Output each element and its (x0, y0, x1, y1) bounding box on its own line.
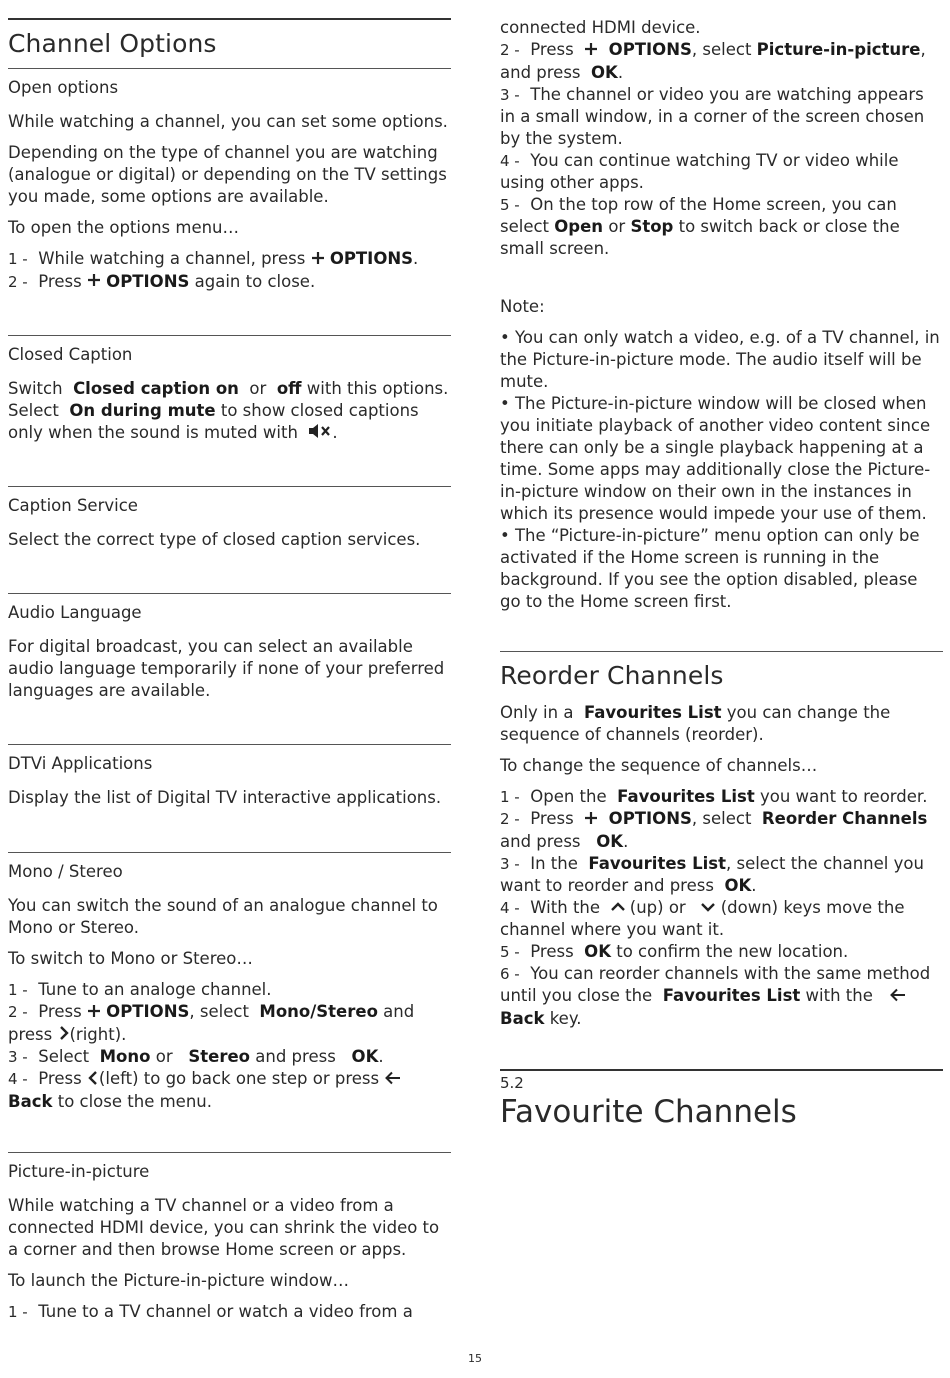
text: Select (8, 401, 59, 420)
chevron-right-icon (58, 1024, 70, 1046)
step-2 (500, 39, 943, 84)
step-number: 6 - (500, 965, 520, 983)
plus-icon (87, 271, 101, 293)
key-favourites-list: Favourites List (617, 787, 755, 806)
key-ok: OK (591, 62, 618, 82)
step-number: 1 - (8, 1303, 28, 1321)
step-number: 5 - (500, 943, 520, 961)
step-number: 4 - (8, 1070, 28, 1088)
subsection-heading: Caption Service (8, 496, 138, 515)
step-text: , and press (500, 40, 926, 82)
back-arrow-icon (889, 986, 907, 1008)
step-text: , select (189, 1002, 249, 1021)
punct: . (751, 875, 757, 895)
key-closed-caption-on: Closed caption on (73, 379, 239, 398)
step-text: , select (691, 40, 752, 59)
subsection-heading: DTVi Applications (8, 754, 153, 773)
key-mono-stereo: Mono/Stereo (259, 1002, 378, 1021)
key-ok: OK (724, 875, 752, 895)
paragraph: While watching a TV channel or a video from a connected HDMI device, you can shrink the video to a corner and then browse Home screen or apps. (8, 1196, 440, 1259)
step-3 (500, 853, 943, 897)
section-title: Channel Options (8, 29, 217, 58)
step-3 (8, 1046, 451, 1068)
step-text: (up) or (629, 897, 686, 917)
paragraph: Select the correct type of closed caption services. (8, 530, 421, 549)
step-text: and press (8, 1002, 415, 1044)
dtvi-section (8, 744, 451, 809)
favourite-channels-section (500, 1069, 943, 1130)
step-text: you want to reorder. (759, 787, 928, 806)
step-text: Press (38, 1069, 82, 1088)
step-number: 4 - (500, 898, 520, 917)
closed-caption-section (8, 335, 451, 445)
subsection-heading: Mono / Stereo (8, 862, 123, 881)
text: you can change the sequence of channels (reorder). (500, 703, 891, 744)
step-number: 1 - (500, 788, 520, 806)
key-off: off (276, 379, 302, 398)
chevron-down-icon (701, 897, 715, 919)
paragraph: While watching a channel, you can set some options. (8, 112, 448, 131)
note-item: • The Picture-in-picture window will be closed when you initiate playback of another video content since there can only be a single playback happening at a time. Some apps may additionally close the Picture-in-picture window on their own in the instances in which its presence would impede your use of them. (500, 394, 931, 523)
subsection-heading: Closed Caption (8, 345, 133, 364)
step-text: to switch back or close the small screen. (500, 216, 900, 258)
step-text: Press (530, 942, 574, 961)
step-2 (8, 271, 451, 294)
punct: . (332, 423, 338, 442)
key-reorder-channels: Reorder Channels (761, 809, 928, 828)
paragraph: To change the sequence of channels… (500, 756, 818, 775)
pip-section (8, 1152, 451, 1323)
key-open: Open (554, 216, 604, 236)
step-1 (8, 1301, 451, 1323)
step-text: Select (38, 1047, 90, 1066)
chevron-up-icon (611, 897, 625, 919)
key-options: OPTIONS (608, 40, 692, 59)
step-number: 1 - (8, 250, 28, 268)
plus-icon (311, 249, 325, 271)
step-1 (500, 786, 943, 808)
punct: . (413, 249, 419, 268)
step-text: You can reorder channels with the same method until you close the (500, 964, 931, 1005)
key-stop: Stop (630, 216, 674, 236)
chapter-title: Favourite Channels (500, 1094, 797, 1130)
step-text: You can continue watching TV or video while using other apps. (500, 150, 899, 192)
text: with this options. (306, 379, 449, 398)
pip-continued (500, 17, 943, 260)
step-number: 1 - (8, 981, 28, 999)
step-text: While watching a channel, press (38, 249, 306, 268)
paragraph: To launch the Picture-in-picture window… (8, 1271, 349, 1290)
text: Switch (8, 379, 63, 398)
key-stereo: Stereo (188, 1047, 251, 1066)
key-ok: OK (351, 1047, 379, 1066)
paragraph: You can switch the sound of an analogue channel to Mono or Stereo. (8, 896, 438, 937)
open-options-section (8, 68, 451, 293)
step-text: In the (530, 853, 578, 873)
step-number: 3 - (500, 85, 520, 104)
step-text: Press (530, 809, 574, 828)
paragraph (8, 378, 451, 445)
chevron-left-icon (87, 1069, 99, 1091)
note-heading (500, 296, 943, 318)
step-text: to confirm the new location. (616, 942, 849, 961)
mute-icon (308, 423, 332, 445)
key-favourites-list: Favourites List (583, 703, 722, 722)
step-number: 5 - (500, 195, 520, 214)
step-text: Tune to a TV channel or watch a video from a (38, 1302, 413, 1321)
key-ok: OK (596, 831, 624, 851)
step-1 (8, 248, 451, 271)
step-text: or (608, 216, 626, 236)
step-4 (8, 1068, 451, 1113)
step-text: The channel or video you are watching appears in a small window, in a corner of the screen chosen by the system. (500, 84, 925, 148)
step-text: (left) to go back one step or press (98, 1069, 380, 1088)
subsection-heading: Open options (8, 78, 119, 97)
step-text: and press (500, 831, 581, 851)
step-3 (500, 84, 943, 150)
section-number: 5.2 (500, 1074, 524, 1092)
paragraph: Display the list of Digital TV interactive applications. (8, 788, 442, 807)
key-ok: OK (584, 942, 611, 961)
subsection-heading: Picture-in-picture (8, 1162, 150, 1181)
paragraph: To open the options menu… (8, 218, 240, 237)
paragraph: For digital broadcast, you can select an available audio language temporarily if none of your preferred languages are available. (8, 637, 445, 700)
key-mono: Mono (99, 1047, 151, 1066)
step-1 (8, 979, 451, 1001)
note-item: • The “Picture-in-picture” menu option can only be activated if the Home screen is running in the background. If you see the option disabled, please go to the Home screen first. (500, 526, 920, 611)
step-1-continued: connected HDMI device. (500, 18, 701, 37)
step-text: , select (691, 809, 752, 828)
key-on-during-mute: On during mute (69, 401, 216, 420)
text: or (249, 379, 267, 398)
caption-service-section (8, 486, 451, 551)
step-text: Tune to an analoge channel. (38, 980, 272, 999)
mono-stereo-section (8, 852, 451, 1113)
key-options: OPTIONS (106, 271, 190, 291)
note-item: • You can only watch a video, e.g. of a TV channel, in the Picture-in-picture mode. The audio itself will be mute. (500, 328, 940, 391)
key-picture-in-picture: Picture-in-picture (756, 40, 921, 59)
step-2 (500, 808, 943, 853)
key-favourites-list: Favourites List (662, 986, 801, 1005)
audio-language-section (8, 593, 451, 702)
step-text: Press (38, 271, 82, 291)
note-block (500, 296, 943, 613)
key-options: OPTIONS (329, 249, 414, 268)
step-text: with the (805, 986, 873, 1005)
step-4 (500, 150, 943, 194)
text: Only in a (500, 703, 574, 722)
step-number: 2 - (500, 810, 520, 828)
section-title: Reorder Channels (500, 661, 724, 690)
punct: : (539, 297, 545, 316)
step-5 (500, 941, 943, 963)
step-number: 2 - (500, 41, 520, 59)
step-text: to close the menu. (57, 1091, 212, 1111)
key-back: Back (8, 1091, 53, 1111)
key-options: OPTIONS (608, 809, 692, 828)
back-arrow-icon (384, 1069, 402, 1091)
step-text: or (155, 1047, 173, 1066)
paragraph: To switch to Mono or Stereo… (8, 949, 253, 968)
note-label: Note (500, 297, 540, 316)
step-text: On the top row of the Home screen, you can select (500, 194, 897, 236)
step-text: With the (530, 897, 601, 917)
step-number: 2 - (8, 1003, 28, 1021)
paragraph: Depending on the type of channel you are watching (analogue or digital) or depending on the TV settings you made, some options are available. (8, 143, 447, 206)
text: to show closed captions only when the sound is muted with (8, 401, 419, 442)
key-back: Back (500, 1008, 545, 1028)
step-5 (500, 194, 943, 260)
step-number: 3 - (8, 1048, 28, 1066)
step-text: (down) keys move the channel where you want it. (500, 897, 905, 939)
plus-icon (87, 1002, 101, 1024)
punct: . (378, 1047, 384, 1066)
reorder-channels-section (500, 651, 943, 1030)
step-text: again to close. (194, 271, 316, 291)
step-4 (500, 897, 943, 942)
paragraph (500, 702, 943, 746)
step-text: key. (549, 1008, 582, 1028)
step-text: , select the channel you want to reorder and press (500, 853, 924, 895)
step-text: Open the (530, 787, 607, 806)
key-options: OPTIONS (106, 1002, 190, 1021)
step-number: 4 - (500, 151, 520, 170)
plus-icon (584, 809, 598, 831)
step-text: (right). (69, 1024, 127, 1044)
key-favourites-list: Favourites List (588, 853, 726, 873)
channel-options-section (8, 18, 451, 58)
subsection-heading: Audio Language (8, 603, 142, 622)
step-number: 3 - (500, 854, 520, 873)
step-2 (8, 1001, 451, 1046)
step-6 (500, 963, 943, 1030)
punct: . (623, 831, 629, 851)
step-text: and press (255, 1047, 336, 1066)
step-number: 2 - (8, 272, 28, 291)
page-number: 15 (468, 1352, 482, 1365)
step-text: Press (38, 1002, 82, 1021)
punct: . (617, 62, 624, 82)
plus-icon (584, 40, 598, 62)
step-text: Press (530, 40, 574, 59)
